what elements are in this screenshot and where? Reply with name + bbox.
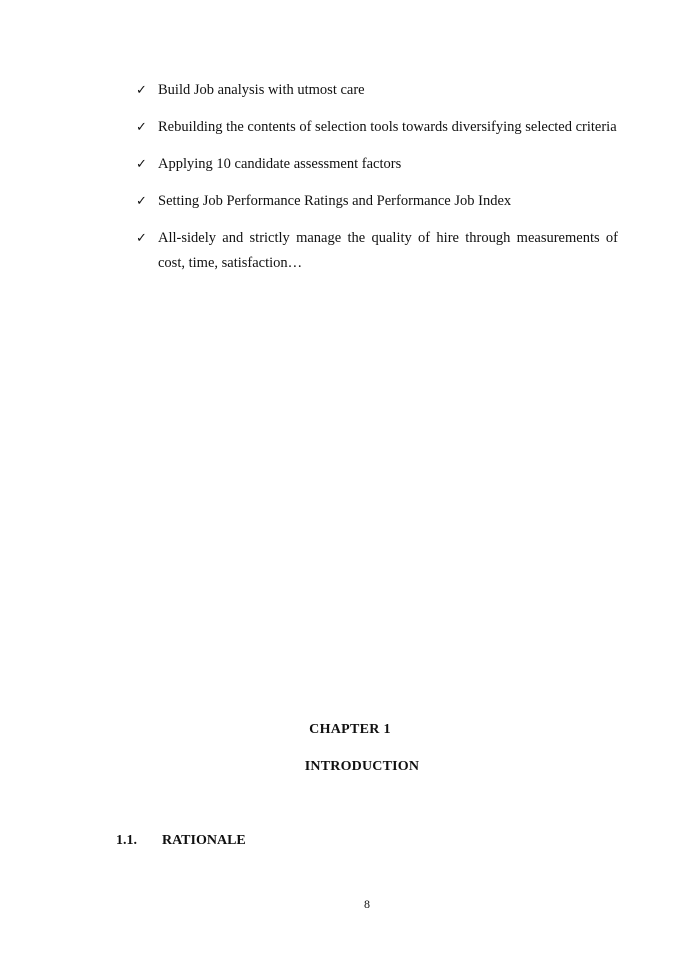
list-item-text: Setting Job Performance Ratings and Performance Job Index bbox=[158, 193, 512, 209]
list-item bbox=[136, 78, 618, 103]
list-item bbox=[136, 115, 618, 140]
check-icon: ✓ bbox=[136, 231, 147, 246]
section-title: RATIONALE bbox=[162, 833, 246, 848]
section-heading bbox=[116, 833, 246, 849]
check-icon: ✓ bbox=[136, 194, 147, 209]
list-item-text: Rebuilding the contents of selection tools towards diversifying selected criteria bbox=[158, 119, 617, 135]
list-item-text: Applying 10 candidate assessment factors bbox=[158, 156, 402, 172]
check-icon: ✓ bbox=[136, 120, 147, 135]
chapter-title: CHAPTER 1 bbox=[309, 722, 391, 737]
list-item-text: Build Job analysis with utmost care bbox=[158, 82, 365, 98]
list-item-text: All-sidely and strictly manage the quality of hire through measurements of cost, time, satisfaction… bbox=[158, 230, 618, 271]
page-number: 8 bbox=[364, 897, 370, 911]
list-item bbox=[136, 152, 618, 177]
chapter-subtitle: INTRODUCTION bbox=[304, 759, 420, 774]
section-number: 1.1. bbox=[116, 833, 137, 848]
check-icon: ✓ bbox=[136, 157, 147, 172]
check-icon: ✓ bbox=[136, 83, 147, 98]
list-item bbox=[136, 189, 618, 214]
checklist bbox=[136, 78, 618, 288]
list-item bbox=[136, 226, 618, 276]
